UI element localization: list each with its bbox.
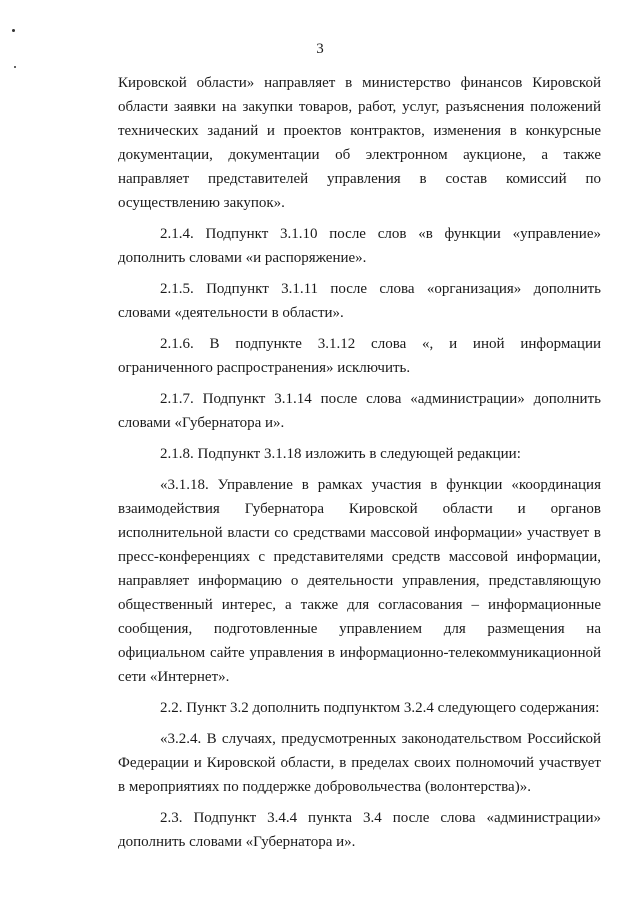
page-number: 3 bbox=[316, 41, 324, 57]
paragraph-continuation: Кировской области» направляет в министерство финансов Кировской области заявки на закупки товаров, работ, услуг, разъяснения положений технических заданий и проектов контрактов, изменения в конкурсные документации, документации об электронном аукционе, а также направляет представителей управления в состав комиссий по осуществлению закупок». bbox=[118, 75, 601, 211]
paragraph-2-1-7: 2.1.7. Подпункт 3.1.14 после слова «администрации» дополнить словами «Губернатора и». bbox=[118, 391, 601, 431]
paragraph-3-2-4: «3.2.4. В случаях, предусмотренных законодательством Российской Федерации и Кировской области, в пределах своих полномочий участвует в мероприятиях по поддержке добровольчества (волонтерства)». bbox=[118, 731, 601, 795]
scan-speck-mark bbox=[12, 29, 15, 32]
paragraph-2-1-5: 2.1.5. Подпункт 3.1.11 после слова «организация» дополнить словами «деятельности в области». bbox=[118, 281, 601, 321]
scan-speck-mark bbox=[14, 66, 16, 68]
paragraph-2-1-8: 2.1.8. Подпункт 3.1.18 изложить в следующей редакции: bbox=[160, 446, 521, 462]
paragraph-2-1-4: 2.1.4. Подпункт 3.1.10 после слов «в функции «управление» дополнить словами «и распоряжение». bbox=[118, 226, 601, 266]
paragraph-2-3: 2.3. Подпункт 3.4.4 пункта 3.4 после слова «администрации» дополнить словами «Губернатора и». bbox=[118, 810, 601, 850]
document-body bbox=[118, 71, 601, 861]
paragraph-2-2: 2.2. Пункт 3.2 дополнить подпунктом 3.2.4 следующего содержания: bbox=[160, 700, 600, 716]
paragraph-2-1-6: 2.1.6. В подпункте 3.1.12 слова «, и иной информации ограниченного распространения» исключить. bbox=[118, 336, 601, 376]
paragraph-3-1-18: «3.1.18. Управление в рамках участия в функции «координация взаимодействия Губернатора Кировской области и органов исполнительной власти со средствами массовой информации» участвует в пресс-конференциях с представителями средств массовой информации, направляет информацию о деятельности управления, представляющую общественный интерес, а также для согласования – информационные сообщения, подготовленные управлением для размещения на официальном сайте управления в информационно-телекоммуникационной сети «Интернет». bbox=[118, 477, 601, 685]
